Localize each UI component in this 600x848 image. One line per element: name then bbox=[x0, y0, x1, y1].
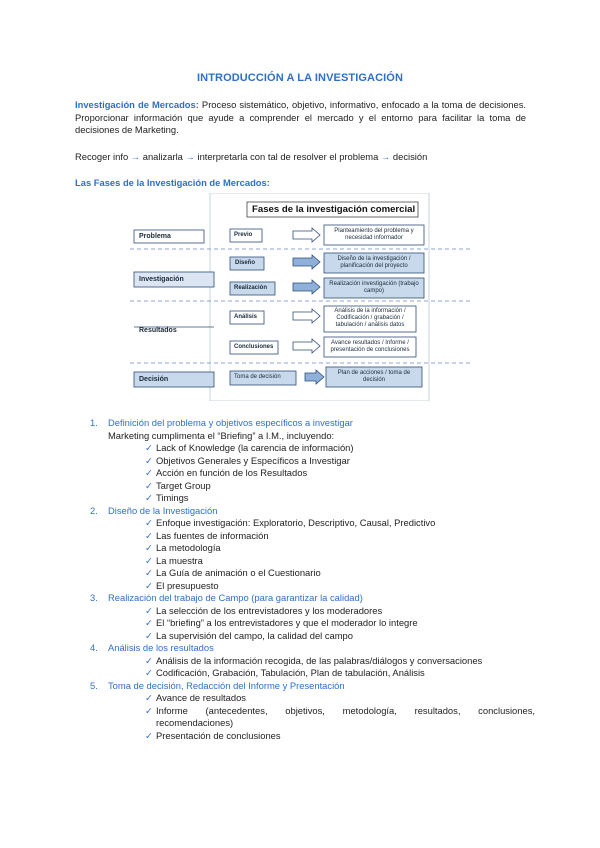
check-item: ✓ Timings bbox=[145, 492, 189, 503]
check-item: ✓ La selección de los entrevistadores y los moderadores bbox=[145, 604, 383, 616]
check-icon: ✓ bbox=[145, 604, 153, 616]
flow-line bbox=[75, 151, 526, 164]
arrow-icon: → bbox=[380, 151, 391, 162]
check-icon: ✓ bbox=[145, 454, 153, 466]
phases-list bbox=[75, 417, 535, 742]
list-item-intro: Marketing cumplimenta el “Briefing” a I.M., incluyendo: bbox=[108, 429, 335, 441]
stage-previo: Previo bbox=[234, 232, 253, 238]
check-icon: ✓ bbox=[145, 729, 153, 741]
check-icon: ✓ bbox=[145, 692, 153, 703]
intro-paragraph bbox=[75, 99, 526, 137]
desc-realizacion: Realización investigación (trabajo campo) bbox=[329, 281, 419, 294]
check-item: ✓ Análisis de la información recogida, de las palabras/diálogos y conversaciones bbox=[145, 654, 483, 666]
page-title: INTRODUCCIÓN A LA INVESTIGACIÓN bbox=[197, 72, 403, 84]
stage-realizacion: Realización bbox=[234, 285, 268, 291]
check-icon: ✓ bbox=[145, 479, 153, 491]
flow-step: interpretarla con tal de resolver el problema bbox=[197, 151, 379, 162]
stage-toma-decision: Toma de decisión bbox=[234, 374, 281, 380]
check-icon: ✓ bbox=[145, 467, 153, 478]
check-icon: ✓ bbox=[145, 629, 153, 641]
list-item-title: 4. Análisis de los resultados bbox=[90, 642, 214, 653]
group-label-decision: Decisión bbox=[139, 376, 169, 383]
list-item-title: 1. Definición del problema y objetivos específicos a investigar bbox=[90, 417, 353, 428]
check-icon: ✓ bbox=[145, 517, 153, 528]
check-item: ✓ El “briefing” a los entrevistadores y que el moderador lo integre bbox=[145, 617, 418, 628]
check-item: ✓ Enfoque investigación: Exploratorio, Descriptivo, Causal, Predictivo bbox=[145, 517, 436, 528]
check-item: ✓ Objetivos Generales y Específicos a Investigar bbox=[145, 454, 350, 466]
check-icon: ✓ bbox=[145, 492, 153, 503]
check-icon: ✓ bbox=[145, 542, 153, 553]
intro-term: Investigación de Mercados: bbox=[75, 99, 199, 110]
group-label-investigacion: Investigación bbox=[139, 276, 184, 283]
check-icon: ✓ bbox=[145, 554, 153, 566]
diagram-graphics bbox=[130, 193, 473, 401]
check-item: ✓ La metodología bbox=[145, 542, 221, 553]
check-item: ✓ Informe (antecedentes, objetivos, metodología, resultados, conclusiones, recomendaciones) bbox=[145, 704, 535, 728]
check-item: ✓ La Guía de animación o el Cuestionario bbox=[145, 567, 321, 578]
stage-diseno: Diseño bbox=[235, 260, 256, 266]
check-item: ✓ Codificación, Grabación, Tabulación, Plan de tabulación, Análisis bbox=[145, 667, 425, 678]
desc-previo: Planteamiento del problema y necesidad informador bbox=[334, 228, 414, 241]
list-item-title: 3. Realización del trabajo de Campo (para garantizar la calidad) bbox=[90, 592, 363, 603]
check-item: ✓ La muestra bbox=[145, 554, 203, 566]
check-item: ✓ Lack of Knowledge (la carencia de información) bbox=[145, 442, 354, 453]
stage-conclusiones: Conclusiones bbox=[234, 344, 274, 350]
flow-step: analizarla bbox=[142, 151, 183, 162]
check-icon: ✓ bbox=[145, 654, 153, 666]
check-item: ✓ El presupuesto bbox=[145, 579, 219, 591]
check-icon: ✓ bbox=[145, 567, 153, 578]
arrow-icon: → bbox=[185, 151, 195, 162]
check-item: ✓ La supervisión del campo, la calidad del campo bbox=[145, 629, 353, 641]
flow-step: decisión bbox=[392, 151, 428, 162]
desc-analisis: Análisis de la información / Codificación / grabación / tabulación / análisis datos bbox=[334, 308, 406, 328]
desc-toma-decision: Plan de acciones / toma de decisión bbox=[337, 370, 411, 383]
intro-definition: Proceso sistemático, objetivo, informativo, enfocado a la toma de decisiones. Proporcionar información que ayude a comprender el mercado y el entorno para facilitar la toma de decisiones de Marketing. bbox=[75, 99, 526, 136]
check-icon: ✓ bbox=[145, 442, 153, 453]
check-item: ✓ Presentación de conclusiones bbox=[145, 729, 281, 741]
group-label-resultados: Resultados bbox=[139, 327, 177, 334]
desc-diseno: Diseño de la investigación / planificación del proyecto bbox=[337, 256, 411, 269]
check-icon: ✓ bbox=[145, 529, 153, 541]
list-item-title: 2. Diseño de la Investigación bbox=[90, 504, 218, 516]
check-item: ✓ Las fuentes de información bbox=[145, 529, 269, 541]
check-icon: ✓ bbox=[145, 617, 153, 628]
flow-step: Recoger info bbox=[75, 151, 129, 162]
group-label-problema: Problema bbox=[139, 233, 171, 240]
check-item: ✓ Avance de resultados bbox=[145, 692, 246, 703]
desc-conclusiones: Avance resultados / Informe / presentación de conclusiones bbox=[330, 340, 410, 353]
check-item: ✓ Acción en función de los Resultados bbox=[145, 467, 308, 478]
check-icon: ✓ bbox=[145, 579, 153, 591]
phases-diagram bbox=[130, 193, 473, 401]
phases-heading: Las Fases de la Investigación de Mercados: bbox=[75, 177, 270, 188]
check-icon: ✓ bbox=[145, 704, 153, 716]
check-item: ✓ Target Group bbox=[145, 479, 211, 491]
stage-analisis: Análisis bbox=[234, 314, 258, 320]
check-icon: ✓ bbox=[145, 667, 153, 678]
list-item-title: 5. Toma de decisión, Redacción del Informe y Presentación bbox=[90, 679, 345, 691]
arrow-icon: → bbox=[130, 151, 141, 162]
diagram-header: Fases de la investigación comercial bbox=[252, 204, 416, 215]
